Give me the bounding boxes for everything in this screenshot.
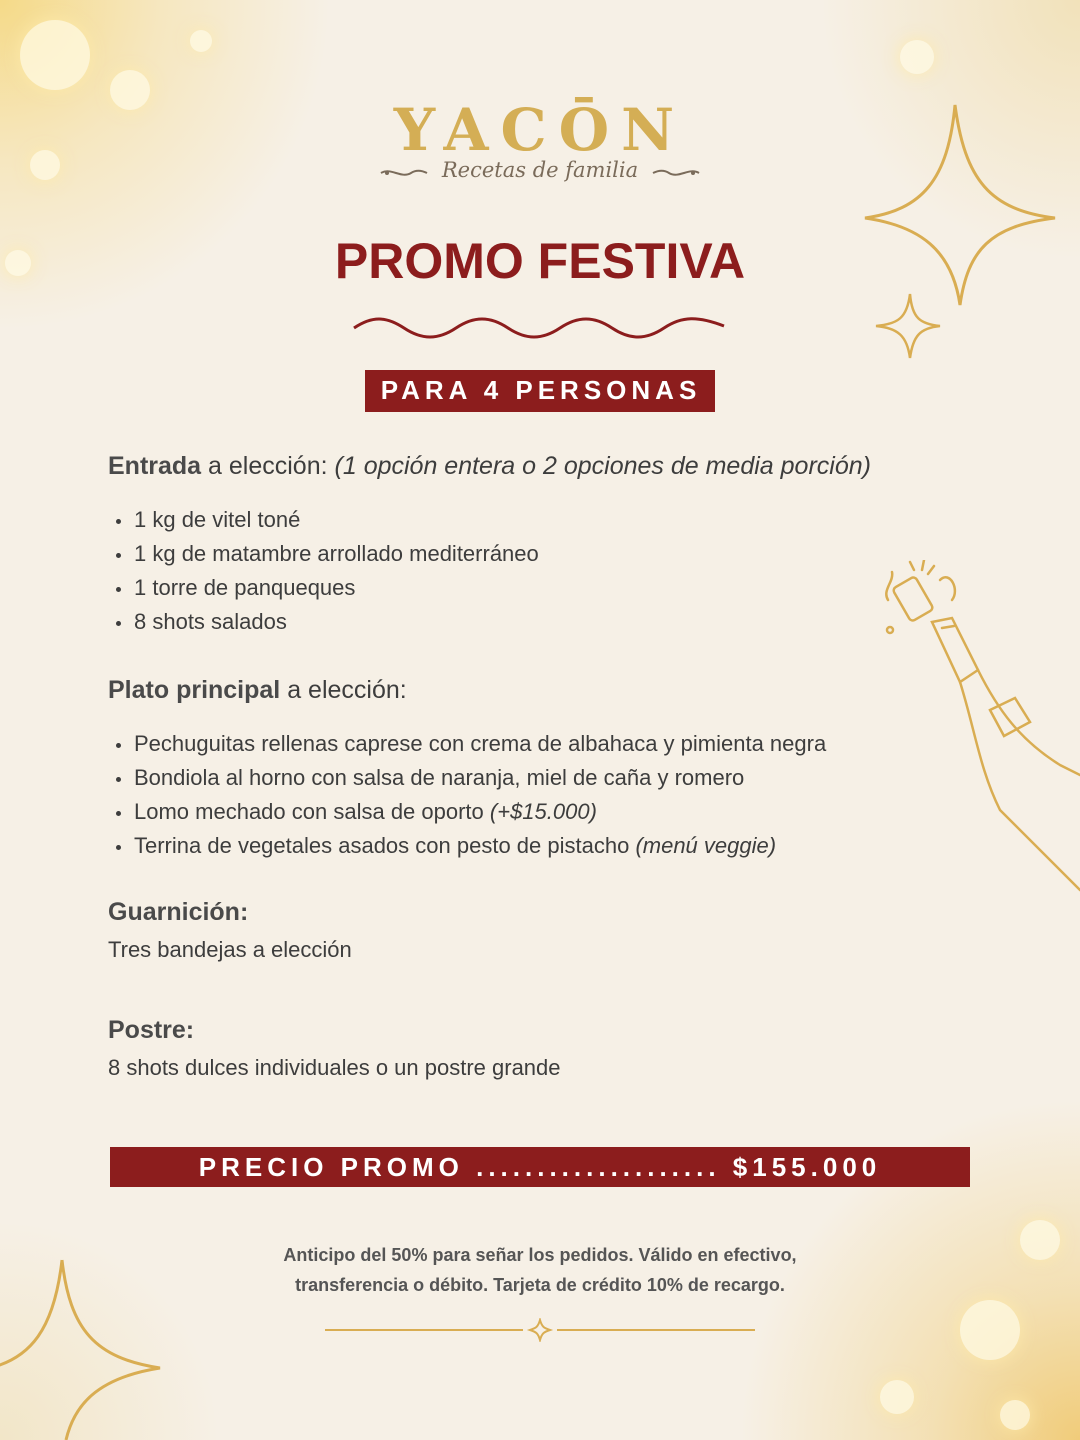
item-text: Bondiola al horno con salsa de naranja, miel de caña y romero — [134, 765, 745, 790]
entrada-title: Entrada — [108, 452, 202, 480]
entrada-list — [108, 503, 988, 639]
principal-heading — [108, 676, 988, 705]
item-text: Terrina de vegetales asados con pesto de pistacho — [134, 833, 636, 858]
flourish-left-icon — [379, 165, 429, 181]
postre-heading — [108, 1016, 988, 1045]
item-note: (menú veggie) — [635, 833, 777, 858]
list-item — [134, 795, 988, 829]
guarnicion-section — [108, 898, 988, 967]
bokeh-light — [880, 1380, 914, 1414]
postre-section — [108, 1016, 988, 1085]
item-note: (+$15.000) — [489, 799, 597, 824]
payment-footnote — [180, 1240, 900, 1300]
brand-logo: YACŌN — [393, 96, 687, 164]
sparkle-star-icon — [872, 290, 944, 362]
price-bar — [110, 1147, 970, 1187]
bokeh-light — [190, 30, 212, 52]
servings-tag-row — [0, 370, 1080, 412]
entrada-heading — [108, 452, 988, 481]
servings-tag: PARA 4 PERSONAS — [365, 370, 716, 412]
brand-tagline-row — [0, 158, 1080, 182]
entrada-suffix: a elección: — [201, 452, 335, 480]
footnote-line: Anticipo del 50% para señar los pedidos. Válido en efectivo, — [283, 1245, 797, 1265]
list-item: 1 kg de matambre arrollado mediterráneo — [134, 537, 988, 571]
principal-list — [108, 727, 988, 863]
guarnicion-text: Tres bandejas a elección — [108, 937, 352, 962]
bokeh-light — [1020, 1220, 1060, 1260]
list-item — [134, 829, 988, 863]
diamond-divider-icon — [325, 1318, 755, 1342]
list-item: 8 shots salados — [134, 605, 988, 639]
footnote-line: transferencia o débito. Tarjeta de crédito 10% de recargo. — [295, 1275, 785, 1295]
bokeh-light — [1000, 1400, 1030, 1430]
list-item: 1 kg de vitel toné — [134, 503, 988, 537]
bokeh-light — [20, 20, 90, 90]
guarnicion-title: Guarnición: — [108, 898, 249, 926]
bokeh-light — [960, 1300, 1020, 1360]
item-text: Lomo mechado con salsa de oporto — [134, 799, 490, 824]
sparkle-star-icon — [0, 1258, 170, 1440]
entrada-section — [108, 452, 988, 639]
wavy-line-icon — [352, 312, 728, 342]
guarnicion-heading — [108, 898, 988, 927]
postre-title: Postre: — [108, 1016, 195, 1044]
list-item — [134, 727, 988, 761]
price-label: PRECIO PROMO .................... $155.000 — [198, 1151, 882, 1182]
bokeh-light — [900, 40, 934, 74]
principal-suffix: a elección: — [280, 676, 407, 704]
brand-tagline: Recetas de familia — [441, 158, 639, 182]
entrada-note: (1 opción entera o 2 opciones de media porción) — [334, 452, 871, 480]
promo-headline: PROMO FESTIVA — [334, 233, 746, 289]
principal-title: Plato principal — [108, 676, 281, 704]
item-text: Pechuguitas rellenas caprese con crema de albahaca y pimienta negra — [134, 731, 827, 756]
list-item — [134, 761, 988, 795]
postre-text: 8 shots dulces individuales o un postre grande — [108, 1055, 561, 1080]
list-item: 1 torre de panqueques — [134, 571, 988, 605]
flourish-right-icon — [651, 165, 701, 181]
principal-section — [108, 676, 988, 863]
